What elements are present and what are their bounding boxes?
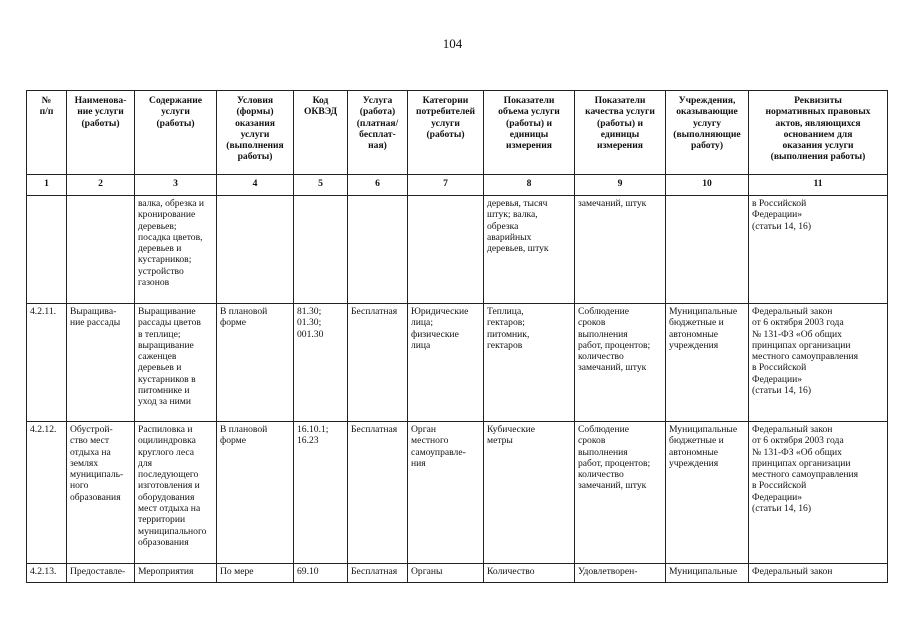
header-cell: Код ОКВЭД bbox=[294, 91, 348, 175]
consumer-category-cell: Орган местного самоуправле- ния bbox=[408, 422, 484, 564]
service-name-cell bbox=[67, 196, 135, 304]
paid-free-cell: Бесплатная bbox=[348, 304, 408, 422]
paid-free-cell: Бесплатная bbox=[348, 564, 408, 583]
page-number: 104 bbox=[442, 36, 463, 51]
legal-basis-cell: Федеральный закон от 6 октября 2003 года № 131-ФЗ «Об общих принципах организации местного самоуправления в Российской Федерации» (статьи 14, 16) bbox=[749, 304, 888, 422]
column-number: 5 bbox=[294, 175, 348, 196]
legal-basis-cell: Федеральный закон bbox=[749, 564, 888, 583]
quality-indicator-cell: Удовлетворен- bbox=[575, 564, 666, 583]
header-cell: Реквизиты нормативных правовых актов, являющихся основанием для оказания услуги (выполнения работы) bbox=[749, 91, 888, 175]
column-number: 4 bbox=[217, 175, 294, 196]
service-content-cell: Распиловка и оцилиндровка круглого леса для последующего изготовления и оборудования мест отдыха на территории муниципального образования bbox=[135, 422, 217, 564]
header-cell: Показатели объема услуги (работы) и единицы измерения bbox=[484, 91, 575, 175]
table-row bbox=[27, 564, 888, 583]
header-cell: Услуга (работа) (платная/ бесплат- ная) bbox=[348, 91, 408, 175]
column-number: 10 bbox=[666, 175, 749, 196]
volume-indicator-cell: Кубические метры bbox=[484, 422, 575, 564]
column-number: 11 bbox=[749, 175, 888, 196]
conditions-cell bbox=[217, 196, 294, 304]
volume-indicator-cell: Количество bbox=[484, 564, 575, 583]
column-number-row bbox=[27, 175, 888, 196]
service-content-cell: валка, обрезка и кронирование деревьев; посадка цветов, деревьев и кустарников; устройство газонов bbox=[135, 196, 217, 304]
row-number-cell: 4.2.12. bbox=[27, 422, 67, 564]
column-number: 1 bbox=[27, 175, 67, 196]
row-number-cell: 4.2.13. bbox=[27, 564, 67, 583]
column-number: 7 bbox=[408, 175, 484, 196]
services-table bbox=[26, 90, 888, 583]
institution-cell: Муниципальные bbox=[666, 564, 749, 583]
paid-free-cell: Бесплатная bbox=[348, 422, 408, 564]
volume-indicator-cell: деревья, тысяч штук; валка, обрезка аварийных деревьев, штук bbox=[484, 196, 575, 304]
service-content-cell: Мероприятия bbox=[135, 564, 217, 583]
okved-code-cell bbox=[294, 196, 348, 304]
table-row bbox=[27, 196, 888, 304]
header-cell: Наименова- ние услуги (работы) bbox=[67, 91, 135, 175]
institution-cell: Муниципальные бюджетные и автономные учреждения bbox=[666, 422, 749, 564]
column-number: 8 bbox=[484, 175, 575, 196]
service-name-cell: Обустрой- ство мест отдыха на землях муниципаль- ного образования bbox=[67, 422, 135, 564]
row-number-cell bbox=[27, 196, 67, 304]
header-row bbox=[27, 91, 888, 175]
volume-indicator-cell: Теплица, гектаров; питомник, гектаров bbox=[484, 304, 575, 422]
service-name-cell: Выращива- ние рассады bbox=[67, 304, 135, 422]
consumer-category-cell: Юридические лица; физические лица bbox=[408, 304, 484, 422]
header-cell: Учреждения, оказывающие услугу (выполняющие работу) bbox=[666, 91, 749, 175]
conditions-cell: По мере bbox=[217, 564, 294, 583]
header-cell: № п/п bbox=[27, 91, 67, 175]
column-number: 3 bbox=[135, 175, 217, 196]
conditions-cell: В плановой форме bbox=[217, 304, 294, 422]
legal-basis-cell: в Российской Федерации» (статьи 14, 16) bbox=[749, 196, 888, 304]
table-row bbox=[27, 422, 888, 564]
header-cell: Содержание услуги (работы) bbox=[135, 91, 217, 175]
okved-code-cell: 16.10.1; 16.23 bbox=[294, 422, 348, 564]
header-cell: Категории потребителей услуги (работы) bbox=[408, 91, 484, 175]
service-name-cell: Предоставле- bbox=[67, 564, 135, 583]
legal-basis-cell: Федеральный закон от 6 октября 2003 года № 131-ФЗ «Об общих принципах организации местного самоуправления в Российской Федерации» (статьи 14, 16) bbox=[749, 422, 888, 564]
header-cell: Показатели качества услуги (работы) и единицы измерения bbox=[575, 91, 666, 175]
column-number: 6 bbox=[348, 175, 408, 196]
institution-cell: Муниципальные бюджетные и автономные учреждения bbox=[666, 304, 749, 422]
header-cell: Условия (формы) оказания услуги (выполнения работы) bbox=[217, 91, 294, 175]
okved-code-cell: 81.30; 01.30; 001.30 bbox=[294, 304, 348, 422]
conditions-cell: В плановой форме bbox=[217, 422, 294, 564]
table-row bbox=[27, 304, 888, 422]
quality-indicator-cell: Соблюдение сроков выполнения работ, процентов; количество замечаний, штук bbox=[575, 422, 666, 564]
service-content-cell: Выращивание рассады цветов в теплице; выращивание саженцев деревьев и кустарников в питомнике и уход за ними bbox=[135, 304, 217, 422]
column-number: 9 bbox=[575, 175, 666, 196]
consumer-category-cell bbox=[408, 196, 484, 304]
okved-code-cell: 69.10 bbox=[294, 564, 348, 583]
paid-free-cell bbox=[348, 196, 408, 304]
column-number: 2 bbox=[67, 175, 135, 196]
row-number-cell: 4.2.11. bbox=[27, 304, 67, 422]
quality-indicator-cell: Соблюдение сроков выполнения работ, процентов; количество замечаний, штук bbox=[575, 304, 666, 422]
institution-cell bbox=[666, 196, 749, 304]
consumer-category-cell: Органы bbox=[408, 564, 484, 583]
quality-indicator-cell: замечаний, штук bbox=[575, 196, 666, 304]
